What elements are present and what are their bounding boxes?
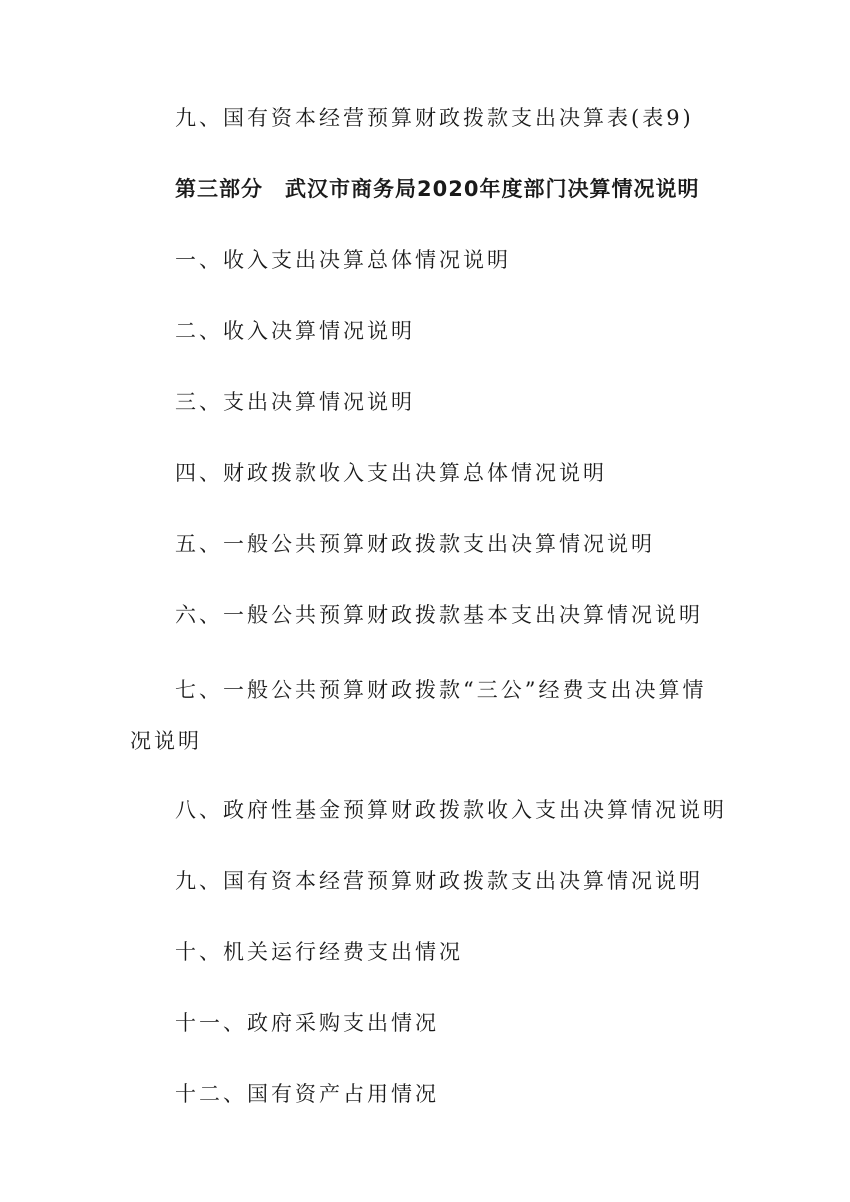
part-title: 武汉市商务局2020年度部门决算情况说明	[285, 177, 700, 201]
part-label: 第三部分	[175, 177, 263, 201]
toc-item-8: 八、政府性基金预算财政拨款收入支出决算情况说明	[175, 798, 727, 822]
toc-item-11: 十一、政府采购支出情况	[175, 1011, 439, 1035]
toc-item-6: 六、一般公共预算财政拨款基本支出决算情况说明	[175, 603, 703, 627]
toc-item-7: 七、一般公共预算财政拨款“三公”经费支出决算情	[175, 678, 707, 702]
toc-item-10: 十、机关运行经费支出情况	[175, 940, 463, 964]
toc-item-4: 四、财政拨款收入支出决算总体情况说明	[175, 461, 607, 485]
toc-item-table-9: 九、国有资本经营预算财政拨款支出决算表(表9)	[175, 106, 694, 130]
toc-item-5: 五、一般公共预算财政拨款支出决算情况说明	[175, 532, 655, 556]
toc-item-2: 二、收入决算情况说明	[175, 319, 415, 343]
toc-item-9: 九、国有资本经营预算财政拨款支出决算情况说明	[175, 869, 703, 893]
part-three-heading	[175, 175, 699, 203]
toc-item-7-continued: 况说明	[130, 729, 202, 753]
toc-item-12: 十二、国有资产占用情况	[175, 1082, 439, 1106]
toc-item-1: 一、收入支出决算总体情况说明	[175, 248, 511, 272]
toc-item-3: 三、支出决算情况说明	[175, 390, 415, 414]
